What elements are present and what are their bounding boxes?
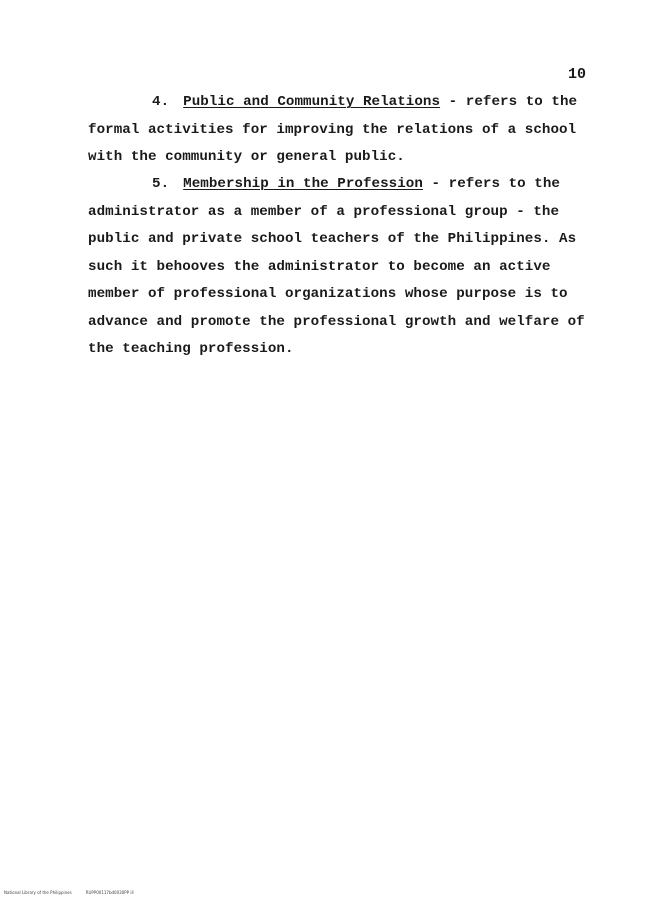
- item-number: 5.: [152, 176, 170, 192]
- item-5-line-4: such it behooves the administrator to become an active: [88, 259, 551, 275]
- item-4-line-3: with the community or general public.: [88, 149, 405, 165]
- footer-source: National Library of the Philippines: [4, 890, 72, 895]
- item-number: 4.: [152, 94, 170, 110]
- item-definition-start: - refers to the: [422, 176, 560, 192]
- item-4-line-2: formal activities for improving the relations of a school: [88, 122, 577, 138]
- page-number: 10: [568, 66, 587, 83]
- item-5-line-7: the teaching profession.: [88, 341, 294, 357]
- item-5-line-5: member of professional organizations whose purpose is to: [88, 286, 568, 302]
- item-5-heading-line: [152, 176, 560, 192]
- item-4-heading-line: [152, 94, 577, 110]
- item-term: Public and Community Relations: [183, 94, 441, 110]
- item-5-line-2: administrator as a member of a professional group - the: [88, 204, 560, 220]
- scan-footer: [4, 890, 134, 895]
- item-5-line-6: advance and promote the professional growth and welfare of: [88, 314, 585, 330]
- item-definition-start: - refers to the: [440, 94, 578, 110]
- item-5-line-3: public and private school teachers of the Philippines. As: [88, 231, 577, 247]
- item-term: Membership in the Profession: [183, 176, 423, 192]
- footer-code: RUPP00117bd0030PP ill: [85, 890, 134, 895]
